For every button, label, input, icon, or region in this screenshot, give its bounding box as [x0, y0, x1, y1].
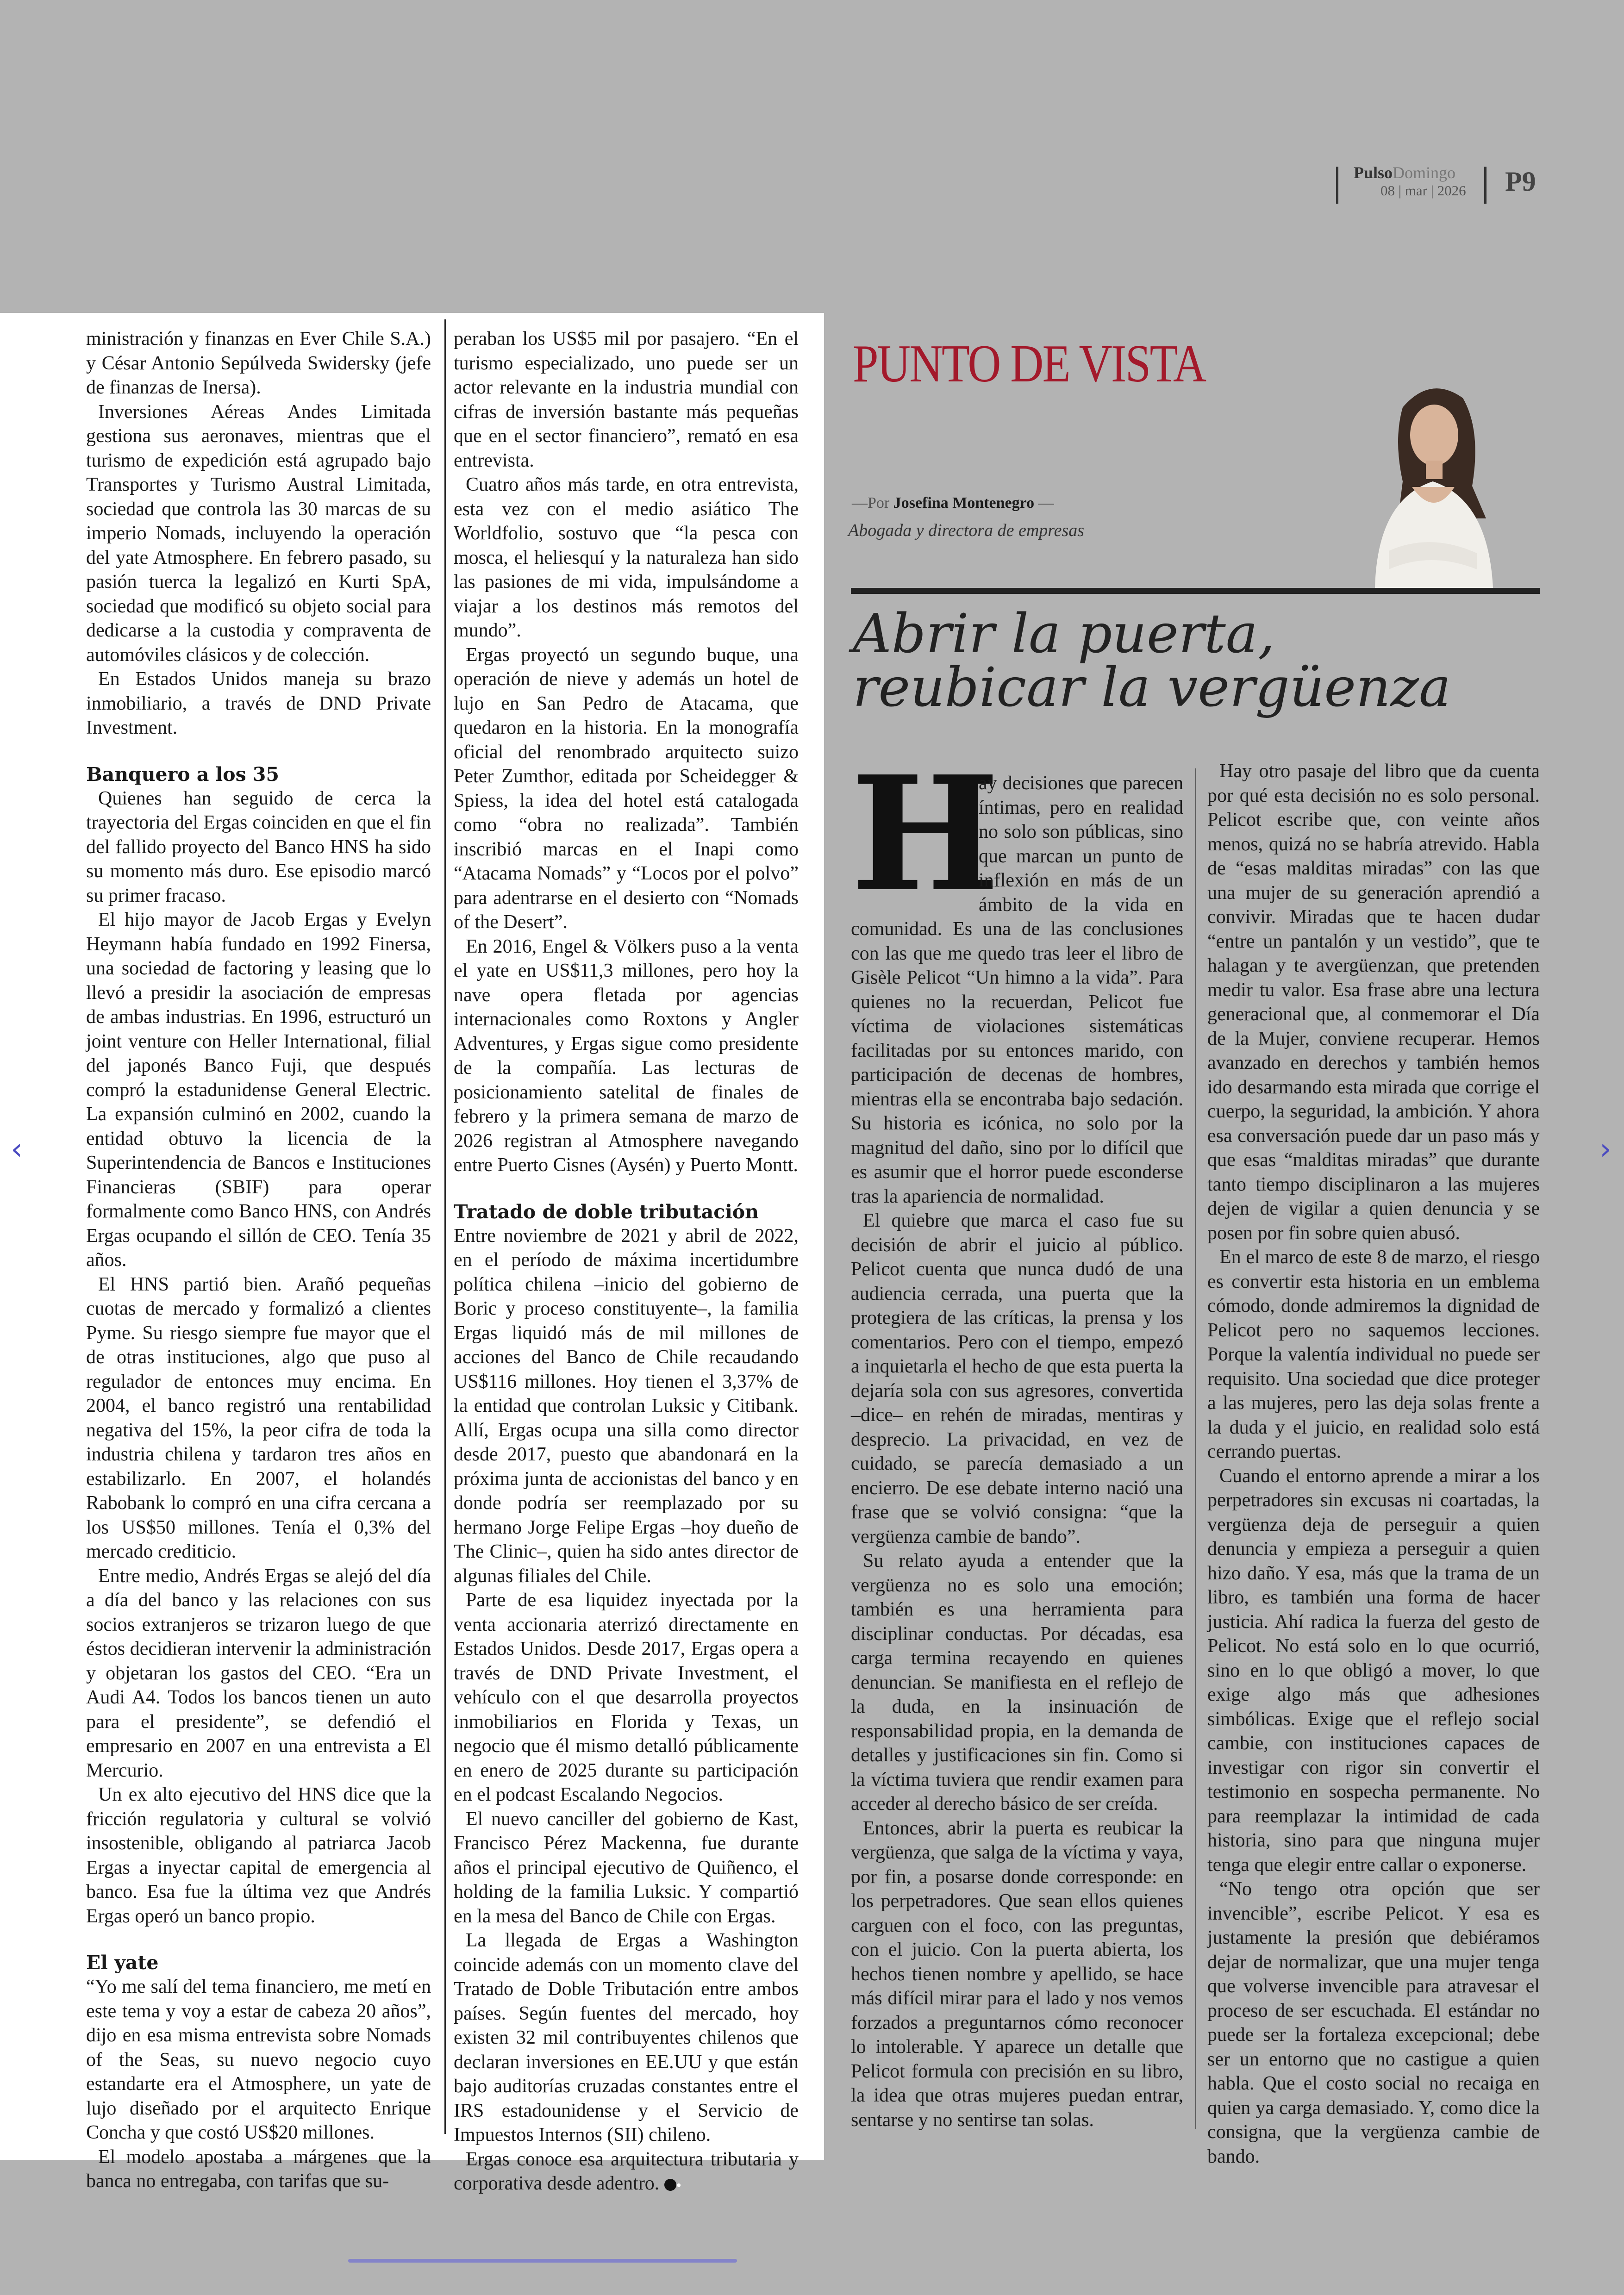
paragraph: La llegada de Ergas a Washington coincide además con un momento clave del Tratado de Doble Tributación entre ambos países. Según fuentes del mercado, hoy existen 32 mil contribuyentes chilenos que declaran inversiones en EE.UU y que están bajo auditorías cruzadas constantes entre el IRS estadounidense y el Servicio de Impuestos Internos (SII) chileno. [454, 1930, 799, 2145]
subheading: El yate [86, 1952, 159, 1974]
masthead-divider [1336, 167, 1338, 204]
paragraph: peraban los US$5 mil por pasajero. “En el turismo especializado, uno puede ser un actor relevante en la industria mundial con cifras de inversión bastante más pequeñas que en el sector financiero”, remató en esa entrevista. [454, 328, 799, 471]
byline: —Por Josefina Montenegro — [852, 494, 1054, 511]
author-role: Abogada y directora de empresas [848, 521, 1085, 540]
subheading: Banquero a los 35 [86, 763, 279, 786]
paragraph: Ergas proyectó un segundo buque, una operación de nieve y además un hotel de lujo en San Pedro de Atacama, que quedaron en la historia. En la monografía oficial del renombrado arquitecto suizo Peter Zumthor, editada por Scheidegger & Spiess, la idea del hotel está catalogada como “obra no realizada”. También inscribió marcas en el Inapi como “Atacama Nomads” y “Locos por el polvo” para adentrarse en el desierto con “Nomads of the Desert”. [454, 644, 799, 933]
scroll-indicator[interactable] [348, 2259, 737, 2263]
paragraph: Entonces, abrir la puerta es reubicar la vergüenza, que salga de la víctima y vaya, por fin, a posarse donde corresponde: en los perpetradores. Que sean ellos quienes carguen con el foco, con las preguntas, con el juicio. Con la puerta abierta, los hechos tienen nombre y apellido, se hace más difícil mirar para el lado y nos vemos forzados a preguntarnos cómo reconocer lo intolerable. Y aparece un detalle que Pelicot formula con precisión en su libro, la idea que otras mujeres puedan entrar, sentarse y no sentirse tan solas. [851, 1817, 1183, 2131]
opinion-headline: Abrir la puerta, reubicar la vergüenza [853, 603, 1451, 719]
section-divider [851, 588, 1540, 594]
paragraph: Ergas conoce esa arquitectura tributaria y corporativa desde adentro. ● [454, 2148, 799, 2194]
paragraph: Entre noviembre de 2021 y abril de 2022, en el período de máxima incertidumbre política chilena –inicio del gobierno de Boric y proceso constituyente–, la familia Ergas liquidó más de mil millones de acciones del Banco de Chile recaudando US$116 millones. Hoy tienen el 3,37% de la entidad que controlan Luksic y Citibank. Allí, Ergas ocupa una silla como director desde 2017, puesto que abandonará en la próxima junta de accionistas del banco y en donde podría ser reemplazado por su hermano Jorge Felipe Ergas –hoy dueño de The Clinic–, quien ha sido antes director de algunas filiales del Chile. [454, 1225, 799, 1587]
author-photo [1333, 366, 1532, 588]
paragraph: En 2016, Engel & Völkers puso a la venta el yate en US$11,3 millones, pero hoy la nave opera fletada por agencias internacionales como Roxtons y Angler Adventures, y Ergas sigue como presidente de la compañía. Las lecturas de posicionamiento satelital de finales de febrero y la primera semana de marzo de 2026 registran al Atmosphere navegando entre Puerto Cisnes (Aysén) y Puerto Montt. [454, 935, 799, 1176]
column-rule [444, 319, 446, 2134]
masthead [1336, 163, 1549, 205]
chevron-left-icon[interactable]: ‹ [11, 1132, 23, 1166]
subheading: Tratado de doble tributación [454, 1200, 759, 1223]
paragraph: Un ex alto ejecutivo del HNS dice que la fricción regulatoria y cultural se volvió insostenible, obligando al patriarca Jacob Ergas a inyectar capital de emergencia al banco. Esa fue la última vez que Andrés Ergas operó un banco propio. [86, 1784, 431, 1927]
brand-logo: PulsoDomingo [1354, 163, 1456, 182]
page-number: P9 [1505, 166, 1536, 197]
paragraph: Inversiones Aéreas Andes Limitada gestiona sus aeronaves, mientras que el turismo de expedición está agrupado bajo Transportes y Turismo Austral Limitada, sociedad que controla las 30 marcas de su imperio Nomads, incluyendo la operación del yate Atmosphere. En febrero pasado, su pasión tuerca la legalizó en Kurti SpA, sociedad que modificó su objeto social para dedicarse a la custodia y compraventa de automóviles clásicos y de colección. [86, 401, 431, 666]
paragraph: Quienes han seguido de cerca la trayectoria del Ergas coinciden en que el fin del fallido proyecto del Banco HNS ha sido su momento más duro. Ese episodio marcó su primer fracaso. [86, 787, 431, 906]
paragraph: En Estados Unidos maneja su brazo inmobiliario, a través de DND Private Investment. [86, 668, 431, 738]
paragraph: Su relato ayuda a entender que la vergüenza no es solo una emoción; también es una herramienta para disciplinar conductas. Por décadas, esa carga termina recayendo en quienes denuncian. Se manifiesta en el reflejo de la duda, en la insinuación de responsabilidad propia, en la demanda de detalles y justificaciones sin fin. Como si la víctima tuviera que rendir examen para acceder al derecho básico de ser creída. [851, 1550, 1183, 1815]
opinion-column-2 [1207, 759, 1540, 2169]
paragraph: Parte de esa liquidez inyectada por la venta accionaria aterrizó directamente en Estados Unidos. Desde 2017, Ergas opera a través de DND Private Investment, el vehículo con el que desarrolla proyectos inmobiliarios en Florida y Texas, un negocio que él mismo detalló públicamente en enero de 2025 durante su participación en el podcast Escalando Negocios. [454, 1590, 799, 1805]
paragraph: Cuando el entorno aprende a mirar a los perpetradores sin excusas ni coartadas, la vergüenza deja de perseguir a quien denuncia y empieza a perseguir a quien hizo daño. Y esa, más que la trama de un libro, es también una forma de hacer justicia. Ahí radica la fuerza del gesto de Pelicot. No está solo en lo que ocurrió, sino en lo que obligó a mover, lo que exige algo más que adhesiones simbólicas. Exige que el reflejo social cambie, con instituciones capaces de investigar con rigor sin convertir el testimonio en sospecha permanente. No para reemplazar la intimidad de cada historia, sino para que ninguna mujer tenga que elegir entre callar o exponerse. [1207, 1465, 1540, 1876]
column-rule [1195, 768, 1196, 2129]
article-column-1 [86, 327, 431, 2194]
paragraph: Hay otro pasaje del libro que da cuenta por qué esta decisión no es solo personal. Pelicot escribe que, con veinte años menos, quizá no se habría atrevido. Habla de “esas malditas miradas” con las que una mujer de su generación aprendió a convivir. Miradas que te hacen dudar “entre un pantalón y un vestido”, que te halagan y te avergüenzan, que pretenden medir tu valor. Esa frase abre una lectura generacional que, al conmemorar el Día de la Mujer, conviene recuperar. Hemos avanzado en derechos y también hemos ido desarmando esta mirada que corrige el cuerpo, la seguridad, la ambición. Y ahora esa conversación puede dar un paso más y que esas “malditas miradas” que durante tanto tiempo disciplinaron a las mujeres dejen de vigilar a quien denuncia y se posen por fin sobre quien abusó. [1207, 761, 1540, 1244]
paragraph: En el marco de este 8 de marzo, el riesgo es convertir esta historia en un emblema cómodo, donde admiremos la dignidad de Pelicot pero no saquemos lecciones. Porque la valentía individual no puede ser requisito. Una sociedad que dice proteger a las mujeres, pero las deja solas frente a la duda y el juicio, en realidad solo está cerrando puertas. [1207, 1247, 1540, 1462]
article-column-2 [454, 327, 799, 2196]
paragraph: Entre medio, Andrés Ergas se alejó del día a día del banco y las relaciones con sus socios extranjeros se trizaron luego de que éstos decidieran intervenir la administración y objetaran los gastos del CEO. “Era un Audi A4. Todos los bancos tienen un auto para el presidente”, se defendió el empresario en 2007 en una entrevista a El Mercurio. [86, 1565, 431, 1781]
paragraph: El hijo mayor de Jacob Ergas y Evelyn Heymann había fundado en 1992 Finersa, una sociedad de factoring y leasing que lo llevó a presidir la asociación de empresas de ambas industrias. En 1996, estructuró un joint venture con Heller International, filial del japonés Banco Fuji, que después compró la estadunidense General Electric. La expansión culminó en 2002, cuando la entidad obtuvo la licencia de la Superintendencia de Bancos e Instituciones Financieras (SBIF) para operar formalmente como Banco HNS, con Andrés Ergas ocupando el sillón de CEO. Tenía 35 años. [86, 909, 431, 1271]
paragraph: El nuevo canciller del gobierno de Kast, Francisco Pérez Mackenna, fue durante años el principal ejecutivo de Quiñenco, el holding de la familia Luksic. Y compartió en la mesa del Banco de Chile con Ergas. [454, 1808, 799, 1927]
paragraph: ministración y finanzas en Ever Chile S.A.) y César Antonio Sepúlveda Swidersky (jefe de finanzas de Inersa). [86, 328, 431, 398]
paragraph: El quiebre que marca el caso fue su decisión de abrir el juicio al público. Pelicot cuenta que nunca dudó de una audiencia cerrada, una puerta que la protegiera de las críticas, la prensa y los comentarios. Pero con el tiempo, empezó a inquietarla el hecho de que esta puerta la dejaría sola con sus agresores, convertida –dice– en rehén de miradas, mentiras y desprecio. La privacidad, en vez de cuidado, se parecía demasiado a un encierro. De ese debate interno nació una frase que se volvió consigna: “que la vergüenza cambie de bando”. [851, 1210, 1183, 1547]
paragraph: Cuatro años más tarde, en otra entrevista, esta vez con el medio asiático The Worldfolio, sostuvo que “la pesca con mosca, el heliesquí y la naturaleza han sido las pasiones de mi vida, impulsándome a viajar a los destinos más remotos del mundo”. [454, 474, 799, 641]
section-title: PUNTO DE VISTA [853, 334, 1206, 393]
paragraph: “No tengo otra opción que ser invencible”, escribe Pelicot. Y esa es justamente la presión que debiéramos dejar de normalizar, que una mujer tenga que volverse invencible para atravesar el proceso de ser escuchada. El estándar no puede ser la fortaleza excepcional; debe ser un entorno que no castigue a quien habla. Que el costo social no recaiga en quien ya carga demasiado. Y, como dice la consigna, que la vergüenza cambie de bando. [1207, 1878, 1540, 2167]
opinion-column-1 [851, 742, 1183, 2132]
drop-cap: H [851, 742, 1000, 927]
paragraph: El modelo apostaba a márgenes que la banca no entregaba, con tarifas que su- [86, 2146, 431, 2192]
paragraph: H ay decisiones que parecen íntimas, pero en realidad no solo son públicas, sino que marcan un punto de inflexión en más de un ámbito de la vida en comunidad. Es una de las conclusiones con las que me quedo tras leer el libro de Gisèle Pelicot “Un himno a la vida”. Para quienes no la recuerdan, Pelicot fue víctima de violaciones sistemáticas facilitadas por su entonces marido, con participación de decenas de hombres, mientras ella se encontraba bajo sedación. Su historia es icónica, no solo por la magnitud del daño, sino por lo difícil que es asumir que el horror puede esconderse tras la apariencia de normalidad. [851, 742, 1183, 1207]
issue-date: 08 | mar | 2026 [1380, 182, 1466, 199]
paragraph: “Yo me salí del tema financiero, me metí en este tema y voy a estar de cabeza 20 años”, dijo en esa misma entrevista sobre Nomads of the Seas, su nuevo negocio cuyo estandarte era el Atmosphere, un yate de lujo diseñado por el arquitecto Enrique Concha y que costó US$20 millones. [86, 1976, 431, 2143]
paragraph: El HNS partió bien. Arañó pequeñas cuotas de mercado y formalizó a clientes Pyme. Su riesgo siempre fue mayor que el de otras instituciones, algo que puso al regulador de entonces muy encima. En 2004, el banco registró una rentabilidad negativa del 15%, la peor cifra de toda la industria chilena y tardaron tres años en estabilizarlo. En 2007, el holandés Rabobank lo compró en una cifra cercana a los US$50 millones. Tenía el 0,3% del mercado crediticio. [86, 1273, 431, 1562]
masthead-divider [1484, 167, 1487, 204]
end-mark-icon: ● [664, 2179, 676, 2191]
chevron-right-icon[interactable]: › [1599, 1132, 1612, 1166]
